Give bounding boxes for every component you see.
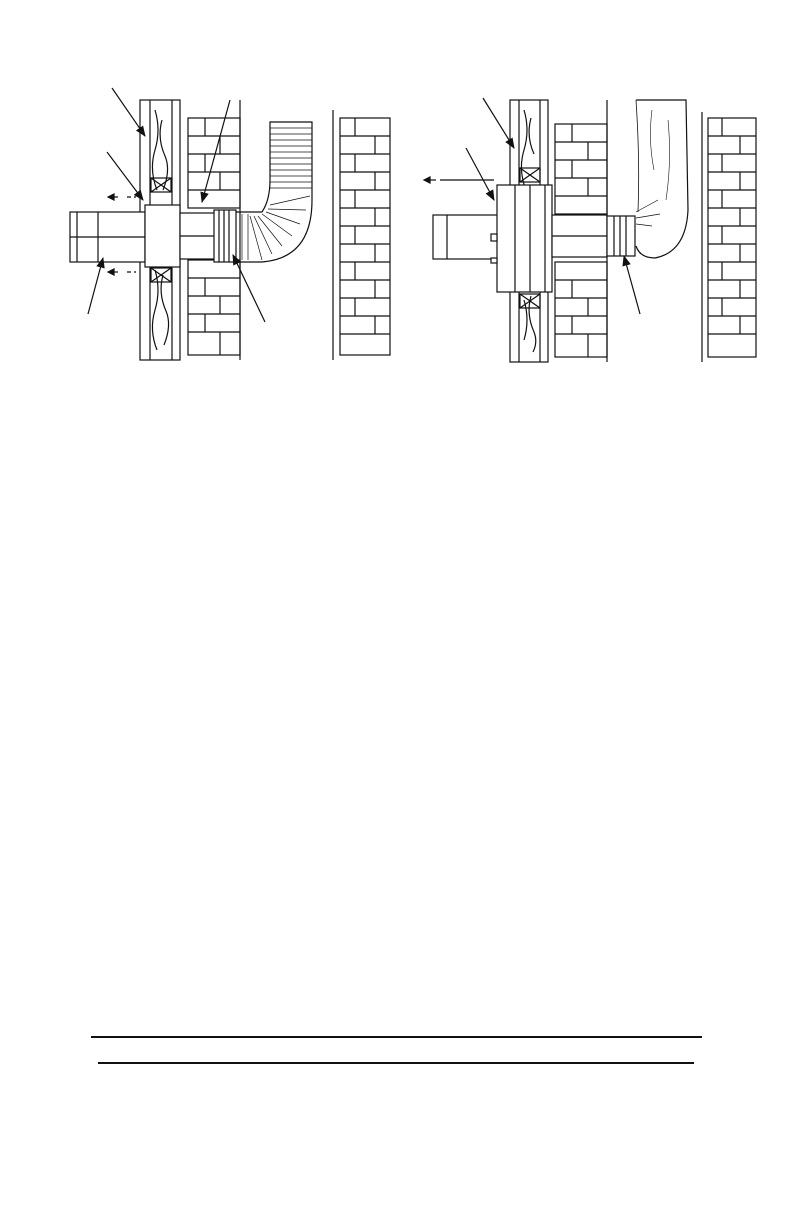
screw-icon-upper-left xyxy=(108,194,136,200)
left-figure xyxy=(70,88,390,360)
callout-leader-2 xyxy=(107,152,143,200)
callout-leader-8 xyxy=(624,256,640,314)
callout-leader-4 xyxy=(88,258,103,314)
callout-leader-7 xyxy=(466,148,494,200)
callout-leader-5 xyxy=(233,255,265,322)
brick-wall-right-far xyxy=(702,112,756,362)
thimble-housing xyxy=(433,185,635,292)
callout-leader-6 xyxy=(483,98,514,148)
brick-wall-left-far xyxy=(333,110,390,360)
right-figure xyxy=(424,98,756,362)
bag-liner xyxy=(636,100,688,258)
screw-icon-lower-left xyxy=(108,269,136,275)
flex-liner-elbow xyxy=(236,122,312,262)
callout-leader-3 xyxy=(202,100,230,202)
vent-pipe-left xyxy=(70,205,236,267)
